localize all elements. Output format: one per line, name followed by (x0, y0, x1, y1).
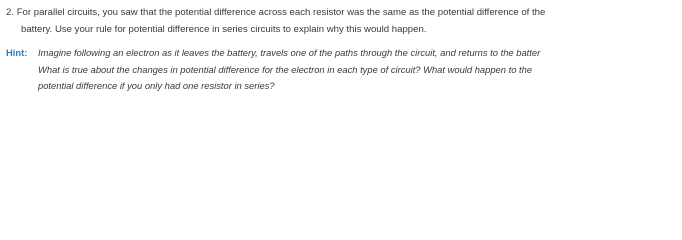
question-text-line-1: For parallel circuits, you saw that the potential difference across each resistor was the same as the potential difference of the (16, 7, 546, 18)
hint-text (38, 45, 682, 95)
question-block (6, 4, 676, 38)
question-number: 2. (6, 7, 15, 18)
hint-block (6, 45, 682, 95)
hint-line-2: What is true about the changes in potential difference for the electron in each type of circuit? What would happen to the (38, 63, 533, 75)
hint-label: Hint: (6, 47, 28, 58)
hint-line-3: potential difference if you only had one resistor in series? (38, 80, 275, 91)
hint-line-1: Imagine following an electron as it leaves the battery, travels one of the paths through the circuit, and returns to the batter (38, 47, 541, 58)
question-text-line-2: battery. Use your rule for potential difference in series circuits to explain why this would happen. (21, 24, 427, 35)
